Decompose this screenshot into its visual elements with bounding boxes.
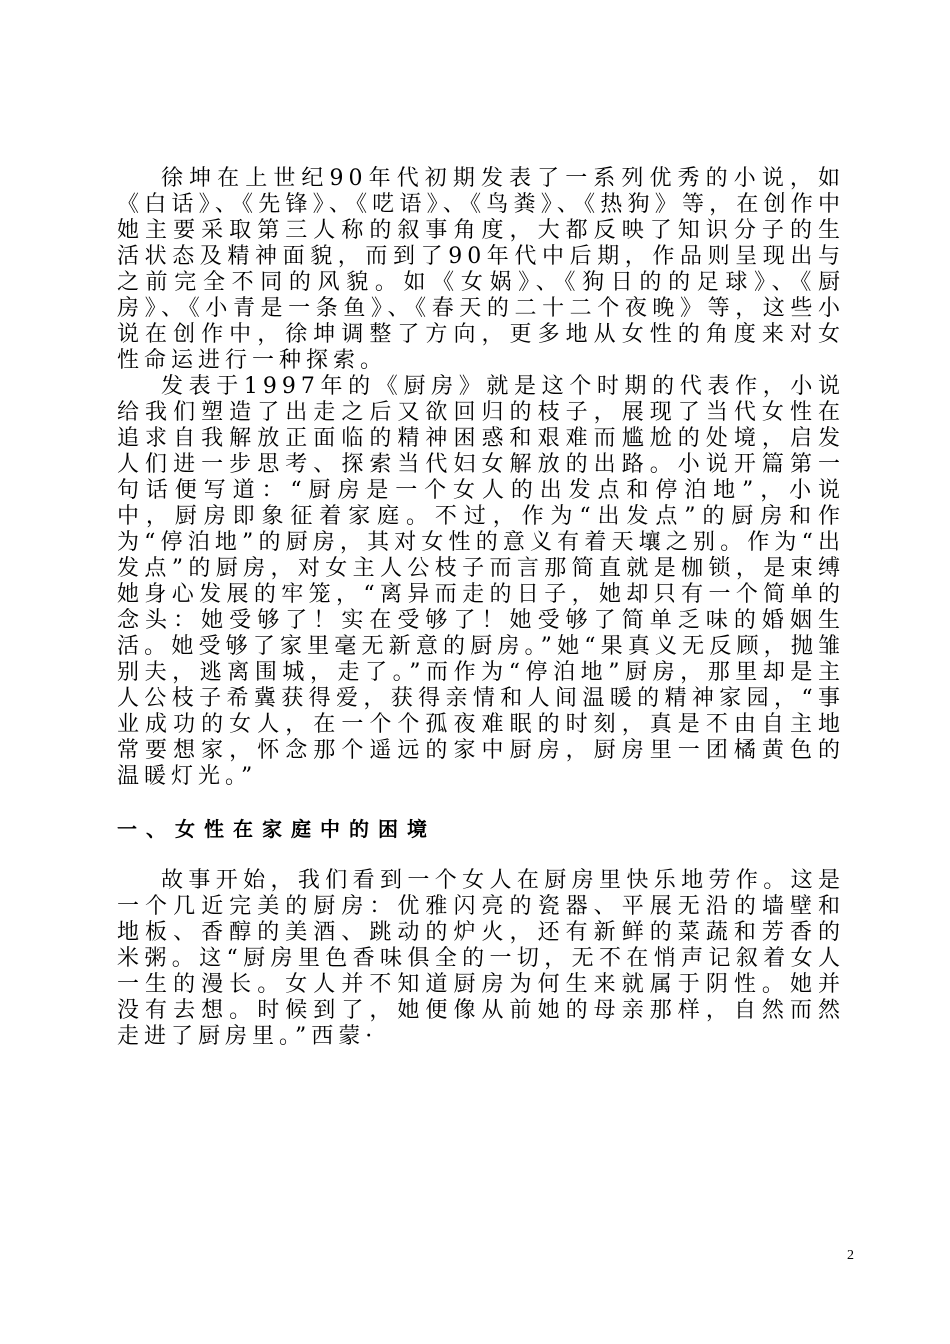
body-paragraph: 徐坤在上世纪90年代初期发表了一系列优秀的小说，如《白话》、《先锋》、《呓语》、《鸟粪》、《热狗》等，在创作中她主要采取第三人称的叙事角度，大都反映了知识分子的生活状态及精神面貌，而到了90年代中后期，作品则呈现出与之前完全不同的风貌。如《女娲》、《狗日的的足球》、《厨房》、《小青是一条鱼》、《春天的二十二个夜晚》等，这些小说在创作中，徐坤调整了方向，更多地从女性的角度来对女性命运进行一种探索。 bbox=[117, 166, 845, 373]
section-heading: 一、女性在家庭中的困境 bbox=[117, 817, 436, 841]
body-paragraph: 发表于1997年的《厨房》就是这个时期的代表作，小说给我们塑造了出走之后又欲回归的枝子，展现了当代女性在追求自我解放正面临的精神困惑和艰难而尴尬的处境，启发人们进一步思考、探索当代妇女解放的出路。小说开篇第一句话便写道：“厨房是一个女人的出发点和停泊地”，小说中，厨房即象征着家庭。不过，作为“出发点”的厨房和作为“停泊地”的厨房，其对女性的意义有着天壤之别。作为“出发点”的厨房，对女主人公枝子而言那简直就是枷锁，是束缚她身心发展的牢笼，“离异而走的日子，她却只有一个简单的念头：她受够了！实在受够了！她受够了简单乏味的婚姻生活。她受够了家里毫无新意的厨房。”她“果真义无反顾，抛雏别夫，逃离围城，走了。”而作为“停泊地”厨房，那里却是主人公枝子希冀获得爱，获得亲情和人间温暖的精神家园，“事业成功的女人，在一个个孤夜难眠的时刻，真是不由自主地常要想家，怀念那个遥远的家中厨房，厨房里一团橘黄色的温暖灯光。” bbox=[117, 374, 845, 789]
body-paragraph: 故事开始，我们看到一个女人在厨房里快乐地劳作。这是一个几近完美的厨房：优雅闪亮的瓷器、平展无沿的墙壁和地板、香醇的美酒、跳动的炉火，还有新鲜的菜蔬和芳香的米粥。这“厨房里色香味俱全的一切，无不在悄声记叙着女人一生的漫长。女人并不知道厨房为何生来就属于阴性。她并没有去想。时候到了，她便像从前她的母亲那样，自然而然走进了厨房里。”西蒙· bbox=[117, 868, 845, 1049]
page-number: 2 bbox=[847, 1248, 854, 1263]
document-body bbox=[117, 166, 845, 1050]
